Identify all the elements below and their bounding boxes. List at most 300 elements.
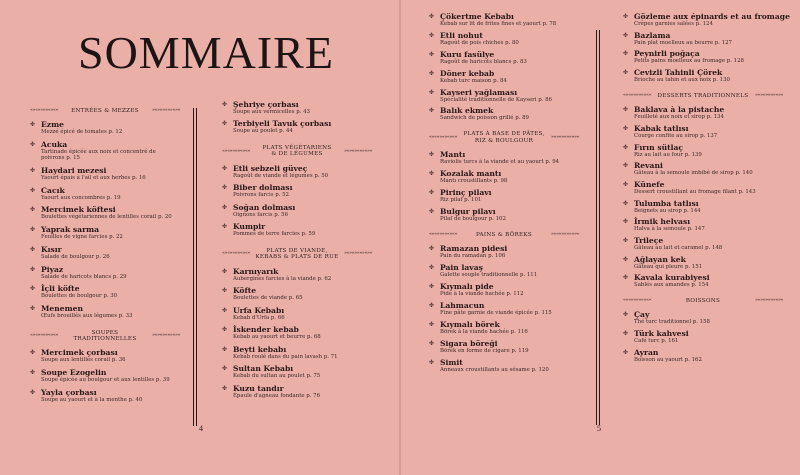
item-description <box>634 208 783 214</box>
item-description <box>440 367 579 373</box>
item-name: Haydari mezesi <box>41 166 107 176</box>
leaf-icon: ✤ <box>30 304 36 312</box>
column-2 <box>222 100 372 403</box>
leaf-icon: ✤ <box>623 330 629 338</box>
item-page-ref: p. 115 <box>534 309 552 316</box>
item-description <box>233 276 372 282</box>
item-desc-text: Soupe épicée au boulgour et aux lentilles <box>41 377 155 384</box>
ornament: ««««««««««« <box>222 147 251 154</box>
item-desc-text: Kebab sur lit de frites fines et yaourt <box>440 21 541 27</box>
item-description <box>233 192 372 198</box>
item-description <box>233 212 372 218</box>
item-desc-text: Salade de boulgour <box>41 253 95 260</box>
item-name: Karnıyarık <box>233 266 279 276</box>
menu-item <box>623 31 783 46</box>
item-desc-text: Boisson au yaourt <box>634 356 684 363</box>
item-name: Pirinç pilavı <box>440 187 492 197</box>
leaf-icon: ✤ <box>222 345 228 353</box>
menu-item <box>222 345 372 360</box>
item-page-ref: p. 30 <box>103 293 118 300</box>
leaf-icon: ✤ <box>222 101 228 108</box>
menu-item <box>30 245 180 260</box>
menu-item <box>623 199 783 214</box>
divider-1b <box>196 108 197 426</box>
item-description <box>634 21 783 27</box>
item-description <box>41 377 180 383</box>
item-name: İçli köfte <box>41 284 80 294</box>
ornament: ««««««««««« <box>222 250 251 257</box>
item-desc-text: Kebab turc maison <box>440 77 492 84</box>
leaf-icon: ✤ <box>30 388 36 396</box>
item-description <box>41 195 180 201</box>
item-description <box>634 264 783 270</box>
ornament: ««««««««««« <box>429 231 458 238</box>
item-name: Sultan Kebabı <box>233 364 294 374</box>
item-name: Çökertme Kebabı <box>440 12 514 21</box>
ornament: ««««««««««« <box>623 297 652 304</box>
divider-3b <box>599 30 600 425</box>
section-title-line: PAINS & BÖREKS <box>475 231 533 238</box>
item-desc-text: Pommes de terre farcies <box>233 231 300 238</box>
leaf-icon: ✤ <box>623 218 629 226</box>
item-description <box>233 109 372 115</box>
item-description <box>440 159 579 165</box>
leaf-icon: ✤ <box>623 162 629 170</box>
item-description <box>41 129 180 135</box>
leaf-icon: ✤ <box>429 107 435 115</box>
leaf-icon: ✤ <box>30 226 36 234</box>
item-desc-text: Ragoût de viande et légumes <box>233 172 313 179</box>
item-desc-text: Raviolis turcs à la viande et au yaourt <box>440 159 544 166</box>
menu-item <box>30 304 180 319</box>
leaf-icon: ✤ <box>623 124 629 132</box>
item-name: Piyaz <box>41 264 64 274</box>
page-spine <box>399 0 401 475</box>
menu-item <box>623 68 783 83</box>
item-desc-text: Mantı croustillants <box>440 178 492 185</box>
ornament: ««««««««««« <box>623 92 652 99</box>
item-name: Kabak tatlısı <box>634 123 689 133</box>
item-desc-text: Crêpes garnies salées <box>634 21 694 27</box>
item-name: İskender kebab <box>233 325 299 335</box>
menu-item <box>623 49 783 64</box>
menu-item <box>623 161 783 176</box>
menu-item <box>222 325 372 340</box>
item-page-ref: p. 147 <box>687 226 705 233</box>
section-header <box>623 298 783 304</box>
ornament: ««««««««««« <box>30 107 59 114</box>
leaf-icon: ✤ <box>623 180 629 188</box>
item-page-ref: p. 161 <box>661 338 679 345</box>
item-name: Mercimek çorbası <box>41 348 118 358</box>
menu-item <box>222 183 372 198</box>
leaf-icon: ✤ <box>623 69 629 77</box>
item-page-ref: p. 36 <box>111 357 126 364</box>
section-title-line: PLATS À BASE DE PÂTES, <box>463 131 545 138</box>
leaf-icon: ✤ <box>429 188 435 196</box>
item-description <box>634 58 783 64</box>
item-name: Cacık <box>41 185 65 195</box>
leaf-icon: ✤ <box>30 245 36 253</box>
item-page-ref: p. 66 <box>270 314 285 321</box>
item-description <box>634 133 783 139</box>
item-desc-text: Ragoût de pois chiches <box>440 39 504 46</box>
menu-item <box>30 265 180 280</box>
item-description <box>440 272 579 278</box>
leaf-icon: ✤ <box>429 358 435 366</box>
leaf-icon: ✤ <box>429 320 435 328</box>
item-desc-text: Pilaf de boulgour <box>440 215 487 222</box>
item-page-ref: p. 39 <box>155 377 170 384</box>
menu-item <box>30 120 180 135</box>
item-name: Ağlayan kek <box>634 254 686 264</box>
item-desc-text: Pide à la viande hachée <box>440 290 505 297</box>
menu-item <box>623 329 783 344</box>
ornament: »»»»»»»»»»» <box>151 107 180 114</box>
leaf-icon: ✤ <box>222 384 228 392</box>
item-desc-text: Fine pâte garnie de viande épicée <box>440 309 533 316</box>
ornament: »»»»»»»»»»» <box>550 133 579 140</box>
item-page-ref: p. 120 <box>531 366 549 373</box>
spacer <box>30 403 180 407</box>
item-description <box>634 152 783 158</box>
item-description <box>634 282 783 288</box>
item-page-ref: p. 22 <box>109 234 123 241</box>
item-desc-text: Spécialité traditionnelle de Kayseri <box>440 96 537 103</box>
item-page-ref: p. 59 <box>301 231 316 238</box>
item-desc-text: Pain plat moelleux au beurre <box>634 39 714 46</box>
item-description <box>634 338 783 344</box>
item-name: Kayseri yağlaması <box>440 87 518 97</box>
item-desc-text: Feuilles de vigne farcies <box>41 234 108 241</box>
item-name: Etli nohut <box>440 30 483 40</box>
section-header <box>30 330 180 343</box>
item-desc-text: Boulettes végétariennes de lentilles corail <box>41 214 157 221</box>
item-desc-text: Kebab du sultan au poulet <box>233 373 305 380</box>
item-description <box>440 291 579 297</box>
section-title <box>250 248 344 261</box>
item-page-ref: p. 98 <box>493 178 508 185</box>
item-page-ref: p. 143 <box>738 188 756 195</box>
menu-item <box>30 348 180 363</box>
ornament: ««««««««««« <box>429 133 458 140</box>
menu-item <box>429 12 579 27</box>
item-description <box>233 354 372 360</box>
item-description <box>440 178 579 184</box>
item-name: Kuru fasülye <box>440 49 495 59</box>
leaf-icon: ✤ <box>623 199 629 207</box>
menu-item <box>623 255 783 270</box>
section-title-line: & DE LÉGUMES <box>271 151 323 158</box>
item-description <box>41 357 180 363</box>
leaf-icon: ✤ <box>222 164 228 172</box>
menu-item <box>30 284 180 299</box>
item-name: Köfte <box>233 286 257 296</box>
item-page-ref: p. 80 <box>505 39 519 46</box>
item-page-ref: p. 127 <box>714 39 732 46</box>
item-description <box>634 114 783 120</box>
menu-item <box>222 267 372 282</box>
item-page-ref: p. 33 <box>118 312 133 319</box>
item-name: Acuka <box>41 140 68 150</box>
item-desc-text: Börek en forme de cigare <box>440 347 510 354</box>
item-page-ref: p. 94 <box>545 159 560 166</box>
item-page-ref: p. 68 <box>306 334 321 341</box>
leaf-icon: ✤ <box>623 255 629 263</box>
item-name: Fırın sütlaç <box>634 142 684 152</box>
leaf-icon: ✤ <box>222 267 228 275</box>
page-title <box>78 27 334 78</box>
leaf-icon: ✤ <box>30 121 36 129</box>
menu-item <box>623 105 783 120</box>
item-description <box>440 253 579 259</box>
item-page-ref: p. 83 <box>513 58 527 65</box>
item-desc-text: Kebab roulé dans du pain lavash <box>233 353 323 360</box>
item-description <box>233 128 372 134</box>
item-desc-text: Poivrons farcis <box>233 192 274 199</box>
section-title-line: SOUPES TRADITIONNELLES <box>73 329 137 343</box>
item-page-ref: p. 158 <box>692 319 710 326</box>
menu-item <box>623 310 783 325</box>
leaf-icon: ✤ <box>623 274 629 282</box>
section-title-line: RIZ & BOULGOUR <box>474 137 534 144</box>
menu-item <box>222 306 372 321</box>
item-page-ref: p. 40 <box>128 396 143 403</box>
item-description <box>233 295 372 301</box>
item-desc-text: Soupe au yaourt et à la menthe <box>41 396 127 403</box>
item-name: Simit <box>440 357 463 367</box>
menu-item <box>429 263 579 278</box>
item-desc-text: Riz pilaf <box>440 196 463 203</box>
item-desc-text: Petits pains moelleux au fromage <box>634 58 726 65</box>
menu-item <box>429 150 579 165</box>
item-page-ref: p. 112 <box>506 290 524 297</box>
item-page-ref: p. 19 <box>106 194 121 201</box>
leaf-icon: ✤ <box>222 326 228 334</box>
item-description <box>440 21 579 27</box>
left-page-number: 4 <box>199 424 203 433</box>
leaf-icon: ✤ <box>429 151 435 159</box>
divider-3 <box>596 30 597 425</box>
leaf-icon: ✤ <box>429 245 435 253</box>
item-page-ref: p. 76 <box>306 392 321 399</box>
item-desc-text: Börek à la viande hachée <box>440 328 509 335</box>
item-description <box>440 329 579 335</box>
item-name: Kozalak mantı <box>440 169 502 179</box>
leaf-icon: ✤ <box>623 31 629 39</box>
item-name: Peynirli poğaça <box>634 49 700 59</box>
leaf-icon: ✤ <box>429 207 435 215</box>
menu-item <box>623 12 790 27</box>
leaf-icon: ✤ <box>30 369 36 377</box>
item-page-ref: p. 29 <box>112 273 127 280</box>
menu-item <box>623 143 783 158</box>
item-desc-text: Tartinade épicée aux noix et concentré de poivrons <box>41 149 156 162</box>
item-description <box>634 189 783 195</box>
item-name: Baklava à la pistache <box>634 105 725 115</box>
item-desc-text: Gâteau qui pleure <box>634 263 684 270</box>
section-title-line: BOISSONS <box>685 298 721 305</box>
leaf-icon: ✤ <box>429 282 435 290</box>
item-name: Döner kebab <box>440 68 495 78</box>
item-name: Tulumba tatlısı <box>634 198 699 208</box>
item-desc-text: Soupe aux vermicelles <box>233 109 295 115</box>
item-page-ref: p. 124 <box>695 21 713 27</box>
menu-item <box>30 388 180 403</box>
item-name: Şehriye çorbası <box>233 100 299 109</box>
item-page-ref: p. 148 <box>705 244 723 251</box>
leaf-icon: ✤ <box>623 348 629 356</box>
item-desc-text: Beignets au sirop <box>634 207 682 214</box>
item-page-ref: p. 56 <box>274 211 289 218</box>
item-page-ref: p. 137 <box>700 132 718 139</box>
item-name: Urfa Kebabı <box>233 305 285 315</box>
menu-item <box>429 31 579 46</box>
item-page-ref: p. 75 <box>306 373 321 380</box>
section-title-line: KEBABS & PLATS DE RUE <box>255 254 339 261</box>
item-name: Trileçe <box>634 235 664 245</box>
leaf-icon: ✤ <box>222 203 228 211</box>
item-name: Mantı <box>440 150 466 160</box>
menu-item <box>222 364 372 379</box>
item-page-ref: p. 86 <box>538 96 552 103</box>
item-page-ref: p. 111 <box>520 272 538 279</box>
ornament: »»»»»»»»»»» <box>151 332 180 339</box>
item-description <box>634 245 783 251</box>
item-desc-text: Soupe au poulet <box>233 128 278 135</box>
item-desc-text: Sandwich de poisson grillé <box>440 115 514 122</box>
menu-item <box>429 207 579 222</box>
section-title <box>651 93 755 99</box>
item-page-ref: p. 26 <box>95 253 110 260</box>
leaf-icon: ✤ <box>30 349 36 357</box>
item-page-ref: p. 50 <box>314 172 329 179</box>
item-description <box>233 231 372 237</box>
item-page-ref: p. 139 <box>684 151 702 158</box>
item-desc-text: Courge confite au sirop <box>634 132 699 139</box>
menu-item <box>429 339 579 354</box>
item-page-ref: p. 44 <box>279 128 293 135</box>
menu-item <box>429 282 579 297</box>
item-name: Kuzu tandır <box>233 383 284 393</box>
item-page-ref: p. 12 <box>108 129 123 136</box>
menu-item <box>623 348 783 363</box>
item-desc-text: Kebab d'Urfa <box>233 314 270 321</box>
item-page-ref: p. 52 <box>275 192 289 199</box>
item-description <box>440 216 579 222</box>
menu-item <box>429 69 579 84</box>
item-name: Biber dolması <box>233 183 293 193</box>
item-name: Ramazan pidesi <box>440 244 508 254</box>
menu-item <box>429 358 579 373</box>
section-header <box>222 145 372 158</box>
ornament: ««««««««««« <box>30 332 59 339</box>
item-description <box>440 197 579 203</box>
section-title-line: DESSERTS TRADITIONNELS <box>657 92 749 99</box>
item-name: Pain lavaş <box>440 263 483 273</box>
menu-item <box>623 124 783 139</box>
spacer <box>623 363 783 366</box>
menu-item <box>222 384 372 399</box>
item-name: Kumpir <box>233 222 266 232</box>
right-page-number: 5 <box>597 424 601 433</box>
item-description <box>634 226 783 232</box>
leaf-icon: ✤ <box>623 143 629 151</box>
item-description <box>41 254 180 260</box>
item-name: Çay <box>634 310 650 320</box>
item-name: Bulgur pilavı <box>440 206 496 216</box>
column-3 <box>429 12 579 376</box>
item-desc-text: Galette souple traditionnelle <box>440 272 519 279</box>
item-description <box>634 40 783 46</box>
ornament: »»»»»»»»»»» <box>550 231 579 238</box>
section-title <box>58 108 152 114</box>
item-page-ref: p. 15 <box>66 155 80 162</box>
item-name: Türk kahvesi <box>634 329 689 339</box>
item-desc-text: Kebab au yaourt et beurre <box>233 334 306 341</box>
menu-item <box>30 205 180 220</box>
item-name: Beyti kebabı <box>233 344 287 354</box>
ornament: »»»»»»»»»»» <box>343 250 372 257</box>
menu-item <box>429 188 579 203</box>
menu-item <box>222 119 372 134</box>
item-desc-text: Épaule d'agneau fondante <box>233 392 305 399</box>
section-header <box>623 93 783 99</box>
column-4 <box>623 12 790 367</box>
item-desc-text: Yaourt épais à l'ail et aux herbes <box>41 175 131 182</box>
menu-item <box>623 180 783 195</box>
item-name: Mercimek köftesi <box>41 205 116 215</box>
item-description <box>233 334 372 340</box>
item-description <box>41 293 180 299</box>
leaf-icon: ✤ <box>623 236 629 244</box>
leaf-icon: ✤ <box>623 13 629 20</box>
item-description <box>41 149 180 162</box>
item-desc-text: Mezzé épicé de tomates <box>41 129 107 136</box>
item-page-ref: p. 62 <box>317 275 332 282</box>
menu-item <box>222 164 372 179</box>
ornament: »»»»»»»»»»» <box>343 147 372 154</box>
item-name: Soupe Ezogelin <box>41 368 107 378</box>
item-desc-text: Œufs brouillés aux légumes <box>41 312 118 319</box>
item-page-ref: p. 154 <box>691 282 709 289</box>
item-description <box>233 393 372 399</box>
menu-item <box>429 244 579 259</box>
item-page-ref: p. 116 <box>510 328 528 335</box>
menu-item <box>429 320 579 335</box>
menu-item <box>623 236 783 251</box>
item-desc-text: Gâteau au lait et caramel <box>634 244 704 251</box>
leaf-icon: ✤ <box>222 306 228 314</box>
leaf-icon: ✤ <box>30 265 36 273</box>
menu-item <box>30 140 180 162</box>
ornament: »»»»»»»»»»» <box>754 297 783 304</box>
section-title <box>58 330 152 343</box>
item-name: Yaprak sarma <box>41 225 100 235</box>
item-page-ref: p. 71 <box>323 353 338 360</box>
leaf-icon: ✤ <box>623 50 629 58</box>
item-desc-text: Boulettes de boulgour <box>41 293 102 300</box>
item-desc-text: Café turc <box>634 338 660 345</box>
item-name: Revani <box>634 161 663 171</box>
divider-1 <box>193 108 194 426</box>
menu-item <box>429 50 579 65</box>
menu-item <box>222 203 372 218</box>
section-title <box>457 131 551 144</box>
item-name: Soğan dolması <box>233 202 296 212</box>
page-title-text: SOMMAIRE <box>78 27 334 78</box>
item-description <box>634 319 783 325</box>
